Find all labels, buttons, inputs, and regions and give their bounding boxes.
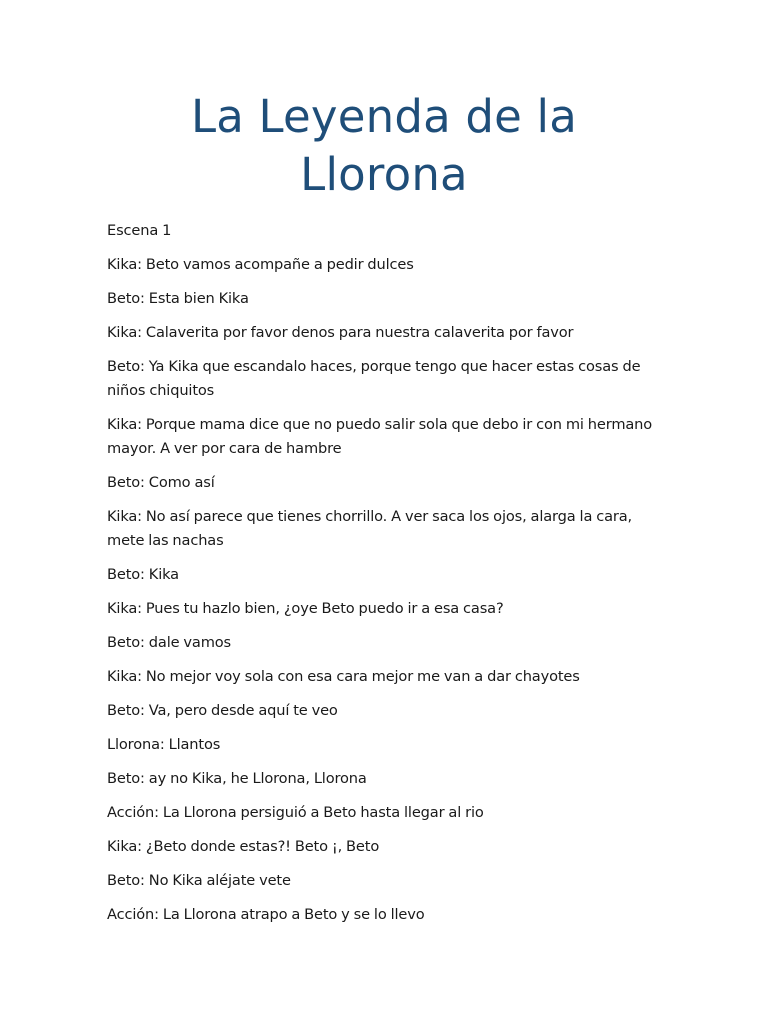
dialogue-line: Beto: ay no Kika, he Llorona, Llorona (107, 770, 367, 787)
dialogue-line: Beto: Esta bien Kika (107, 290, 249, 307)
dialogue-line: Llorona: Llantos (107, 736, 221, 753)
action-line: Acción: La Llorona atrapo a Beto y se lo llevo (107, 906, 425, 923)
dialogue-line: Beto: Kika (107, 566, 179, 583)
dialogue-line: Beto: Como así (107, 474, 215, 491)
dialogue-line: Beto: dale vamos (107, 634, 232, 651)
dialogue-line: Kika: Calaverita por favor denos para nuestra calaverita por favor (107, 324, 574, 341)
action-line: Acción: La Llorona persiguió a Beto hasta llegar al rio (107, 804, 484, 821)
dialogue-line: Beto: Va, pero desde aquí te veo (107, 702, 338, 719)
paragraph-scene-heading: Escena 1 (107, 222, 172, 239)
document-title: La Leyenda de la Llorona (190, 90, 578, 201)
dialogue-line: Kika: ¿Beto donde estas?! Beto ¡, Beto (107, 838, 380, 855)
dialogue-line: Kika: Beto vamos acompañe a pedir dulces (107, 256, 414, 273)
document-body (107, 219, 667, 937)
dialogue-line: Kika: No así parece que tienes chorrillo. A ver saca los ojos, alarga la cara, mete las nachas (107, 508, 633, 549)
dialogue-line: Kika: Pues tu hazlo bien, ¿oye Beto puedo ir a esa casa? (107, 600, 504, 617)
dialogue-line: Beto: Ya Kika que escandalo haces, porque tengo que hacer estas cosas de niños chiquitos (107, 358, 641, 399)
dialogue-line: Kika: Porque mama dice que no puedo salir sola que debo ir con mi hermano mayor. A ver por cara de hambre (107, 416, 653, 457)
dialogue-line: Kika: No mejor voy sola con esa cara mejor me van a dar chayotes (107, 668, 580, 685)
dialogue-line: Beto: No Kika aléjate vete (107, 872, 291, 889)
